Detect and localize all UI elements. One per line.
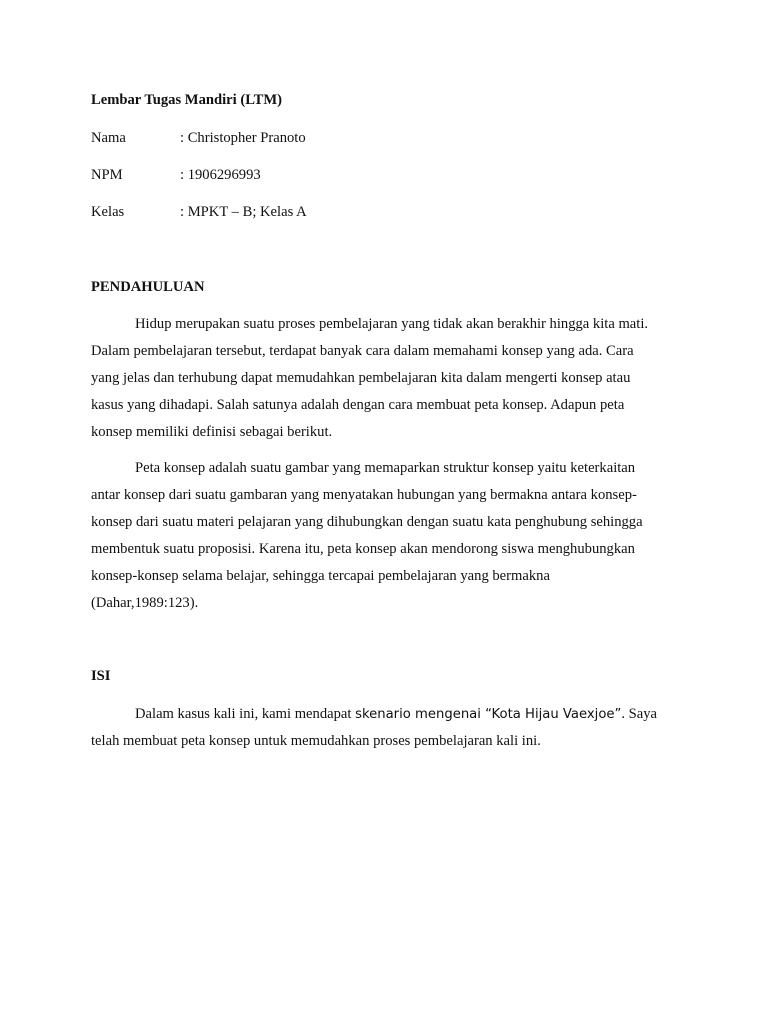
info-value: : 1906296993 — [180, 167, 261, 183]
paragraph-line: Hidup merupakan suatu proses pembelajaran yang tidak akan berakhir hingga kita mati. — [135, 316, 649, 332]
paragraph-line — [135, 706, 657, 723]
info-label: NPM — [91, 167, 123, 183]
paragraph-line: antar konsep dari suatu gambaran yang menyatakan hubungan yang bermakna antara konsep- — [91, 487, 637, 503]
info-value: : MPKT – B; Kelas A — [180, 204, 307, 220]
paragraph-line: yang jelas dan terhubung dapat memudahkan pembelajaran kita dalam mengerti konsep atau — [91, 370, 631, 386]
section-heading-pendahuluan: PENDAHULUAN — [91, 279, 205, 295]
paragraph-line: telah membuat peta konsep untuk memudahkan proses pembelajaran kali ini. — [91, 733, 541, 749]
info-label: Kelas — [91, 204, 125, 220]
body-text-start: Dalam kasus kali ini, kami mendapat — [135, 706, 356, 722]
scenario-text: skenario mengenai “Kota Hijau Vaexjoe” — [355, 707, 622, 722]
paragraph-line: membentuk suatu proposisi. Karena itu, peta konsep akan mendorong siswa menghubungkan — [91, 541, 635, 557]
document-title: Lembar Tugas Mandiri (LTM) — [91, 92, 282, 108]
paragraph-line: Dalam pembelajaran tersebut, terdapat banyak cara dalam memahami konsep yang ada. Cara — [91, 343, 634, 359]
paragraph-line: kasus yang dihadapi. Salah satunya adalah dengan cara membuat peta konsep. Adapun peta — [91, 397, 625, 413]
paragraph-line: (Dahar,1989:123). — [91, 595, 199, 611]
info-label: Nama — [91, 130, 126, 146]
section-heading-isi: ISI — [91, 668, 111, 684]
paragraph-line: konsep dari suatu materi pelajaran yang dihubungkan dengan suatu kata penghubung sehingga — [91, 514, 643, 530]
paragraph-line: konsep memiliki definisi sebagai berikut. — [91, 424, 333, 440]
info-value: : Christopher Pranoto — [180, 130, 306, 146]
body-text-end: . Saya — [621, 706, 658, 722]
paragraph-line: konsep-konsep selama belajar, sehingga tercapai pembelajaran yang bermakna — [91, 568, 550, 584]
paragraph-line: Peta konsep adalah suatu gambar yang memaparkan struktur konsep yaitu keterkaitan — [135, 460, 636, 476]
